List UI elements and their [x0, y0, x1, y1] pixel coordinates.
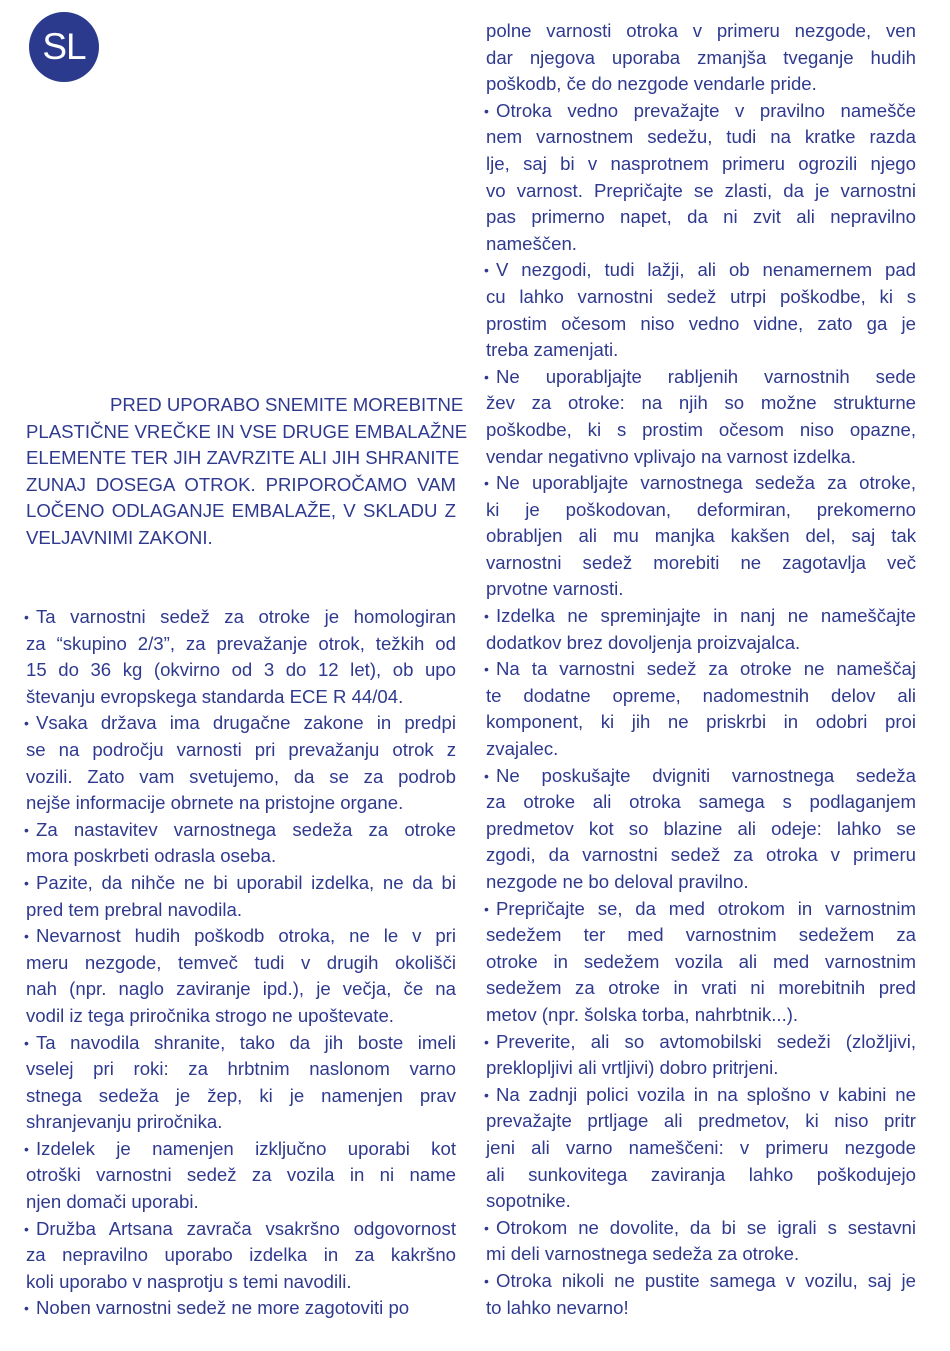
bullet-line: • Preverite, ali so avtomobilski sedeži (zložljivi,	[486, 1029, 916, 1056]
text-line: njen domači uporabi.	[26, 1191, 199, 1213]
bullet-line: • Ta navodila shranite, tako da jih boste imeli	[26, 1030, 456, 1057]
text-line: ali sunkovitega zaviranja lahko poškodujejo	[486, 1163, 916, 1185]
language-badge: SL	[29, 12, 99, 82]
text-line: vselej pri roki: za hrbtnim naslonom varno	[26, 1058, 456, 1080]
bullet-line: • Noben varnostni sedež ne more zagotoviti po	[26, 1295, 456, 1322]
bullet-line: • Pazite, da nihče ne bi uporabil izdelka, ne da bi	[26, 870, 456, 897]
text-line: pred tem prebral navodila.	[26, 898, 243, 920]
text-line: nezgode ne bo deloval pravilno.	[486, 871, 749, 892]
text-line: preklopljivi ali vrtljivi) dobro pritrjeni.	[486, 1057, 779, 1079]
text-line: polne varnosti otroka v primeru nezgode, ven	[486, 20, 916, 41]
text-line: komponent, ki jih ne priskrbi in odobri proi	[486, 711, 916, 733]
warning-line: VELJAVNIMI ZAKONI.	[26, 526, 213, 548]
bullet-line: • Otroka vedno prevažajte v pravilno namešče	[486, 98, 916, 125]
text-line: vodil iz tega priročnika strogo ne upoštevate.	[26, 1004, 394, 1026]
text-line: žev za otroke: na njih so možne strukturne	[486, 392, 916, 414]
warning-line: ELEMENTE TER JIH ZAVRZITE ALI JIH SHRANITE	[26, 447, 460, 469]
bullet-line: • Ne uporabljajte varnostnega sedeža za otroke,	[486, 470, 916, 497]
bullet-line: • Ne uporabljajte rabljenih varnostnih sede	[486, 364, 916, 391]
text-line: sedežem za otroke in vrati ni morebitnih pred	[486, 977, 916, 999]
warning-line: PLASTIČNE VREČKE IN VSE DRUGE EMBALAŽNE	[26, 420, 468, 442]
text-line: meru nezgode, temveč tudi v drugih okolišči	[26, 951, 456, 973]
text-line: prvotne varnosti.	[486, 578, 624, 600]
text-line: nah (npr. naglo zaviranje ipd.), je večja, če na	[26, 978, 456, 1000]
text-line: vozili. Zato vam svetujemo, da se za podrob	[26, 765, 456, 787]
text-line: poškodb, če do nezgode vendarle pride.	[486, 73, 817, 95]
text-line: cu lahko varnostni sedež utrpi poškodbe, ki s	[486, 285, 916, 307]
text-line: za “skupino 2/3”, za prevažanje otrok, težkih od	[26, 632, 456, 654]
bullet-line: • Vsaka država ima drugačne zakone in predpi	[26, 710, 456, 737]
bullet-line: • Za nastavitev varnostnega sedeža za otroke	[26, 817, 456, 844]
safety-list-left	[26, 604, 456, 1322]
text-line: zvajalec.	[486, 738, 559, 760]
text-line: otroški varnostni sedež za vozila in ni name	[26, 1164, 456, 1186]
text-line: stnega sedeža je žep, ki je namenjen prav	[26, 1084, 456, 1106]
text-line: otroke in sedežem vozila ali med varnostnim	[486, 950, 916, 972]
text-line: zgodi, da varnostni sedež za otroka v primeru	[486, 844, 916, 866]
bullet-line: • Nevarnost hudih poškodb otroka, ne le v pri	[26, 923, 456, 950]
text-line: lje, saj bi v nasprotnem primeru ogrozili njego	[486, 152, 916, 174]
text-line: sopotnike.	[486, 1190, 571, 1212]
text-line: 15 do 36 kg (okvirno od 3 do 12 let), ob upo	[26, 659, 456, 681]
text-line: to lahko nevarno!	[486, 1296, 629, 1318]
text-line: metov (npr. šolska torba, nahrbtnik...).	[486, 1003, 799, 1025]
text-line: za otroke ali otroka samega s podlaganjem	[486, 791, 916, 813]
text-line: mora poskrbeti odrasla oseba.	[26, 845, 277, 867]
text-line: za nepravilno uporabo izdelka in za kakršno	[26, 1244, 456, 1266]
warning-line: PRED UPORABO SNEMITE MOREBITNE	[110, 394, 464, 415]
text-line: vo varnost. Prepričajte se zlasti, da je varnostni	[486, 179, 916, 201]
bullet-line: • Izdelek je namenjen izključno uporabi kot	[26, 1136, 456, 1163]
text-line: poškodbe, ki s prostim očesom niso opazne,	[486, 418, 916, 440]
text-line: predmetov kot so blazine ali odeje: lahko se	[486, 817, 916, 839]
text-line: nem varnostnem sedežu, tudi na kratke razda	[486, 126, 916, 148]
text-line: prevažajte prtljage ali predmetov, ki niso pritr	[486, 1110, 916, 1132]
text-line: koli uporabo v nasprotju s temi navodili.	[26, 1270, 352, 1292]
text-line: shranjevanju priročnika.	[26, 1111, 223, 1133]
bullet-line: • Izdelka ne spreminjajte in nanj ne nameščajte	[486, 603, 916, 630]
text-line: jeni ali varno nameščeni: v primeru nezgode	[486, 1136, 916, 1158]
bullet-line: • Otroka nikoli ne pustite samega v vozilu, saj je	[486, 1268, 916, 1295]
bullet-line: • Na zadnji polici vozila in na splošno v kabini ne	[486, 1082, 916, 1109]
warning-line: ZUNAJ DOSEGA OTROK. PRIPOROČAMO VAM	[26, 473, 456, 495]
text-line: varnostni sedež morebiti ne zagotavlja več	[486, 551, 916, 573]
packaging-warning	[26, 392, 468, 552]
text-line: vendar negativno vplivajo na varnost izdelka.	[486, 445, 857, 467]
text-line: dodatkov brez dovoljenja proizvajalca.	[486, 631, 801, 653]
text-line: pas primerno napet, da ni zvit ali nepravilno	[486, 206, 916, 228]
warning-line: LOČENO ODLAGANJE EMBALAŽE, V SKLADU Z	[26, 500, 456, 522]
text-line: sedežem ter med varnostnim sedežem za	[486, 924, 916, 946]
text-line: mi deli varnostnega sedeža za otroke.	[486, 1243, 800, 1265]
bullet-line: • Na ta varnostni sedež za otroke ne nameščaj	[486, 656, 916, 683]
bullet-line: • Ta varnostni sedež za otroke je homologiran	[26, 604, 456, 631]
text-line: obrabljen ali mu manjka kakšen del, saj tak	[486, 525, 916, 547]
bullet-line: • Družba Artsana zavrača vsakršno odgovornost	[26, 1216, 456, 1243]
bullet-line: • Otrokom ne dovolite, da bi se igrali s sestavni	[486, 1215, 916, 1242]
safety-list-right	[486, 18, 916, 1321]
text-line: nejše informacije obrnete na pristojne organe.	[26, 792, 404, 814]
text-line: števanju evropskega standarda ECE R 44/04.	[26, 685, 404, 707]
text-line: te dodatne opreme, nadomestnih delov ali	[486, 684, 916, 706]
text-line: prostim očesom niso vedno vidne, zato ga je	[486, 312, 916, 334]
text-line: se na področju varnosti pri prevažanju otrok z	[26, 738, 456, 760]
text-line: dar njegova uporaba zmanjša tveganje hudih	[486, 46, 916, 68]
bullet-line: • Ne poskušajte dvigniti varnostnega sedeža	[486, 763, 916, 790]
text-line: ki je poškodovan, deformiran, prekomerno	[486, 498, 916, 520]
text-line: treba zamenjati.	[486, 339, 619, 361]
bullet-line: • V nezgodi, tudi lažji, ali ob nenamernem pad	[486, 257, 916, 284]
text-line: nameščen.	[486, 232, 577, 254]
bullet-line: • Prepričajte se, da med otrokom in varnostnim	[486, 896, 916, 923]
